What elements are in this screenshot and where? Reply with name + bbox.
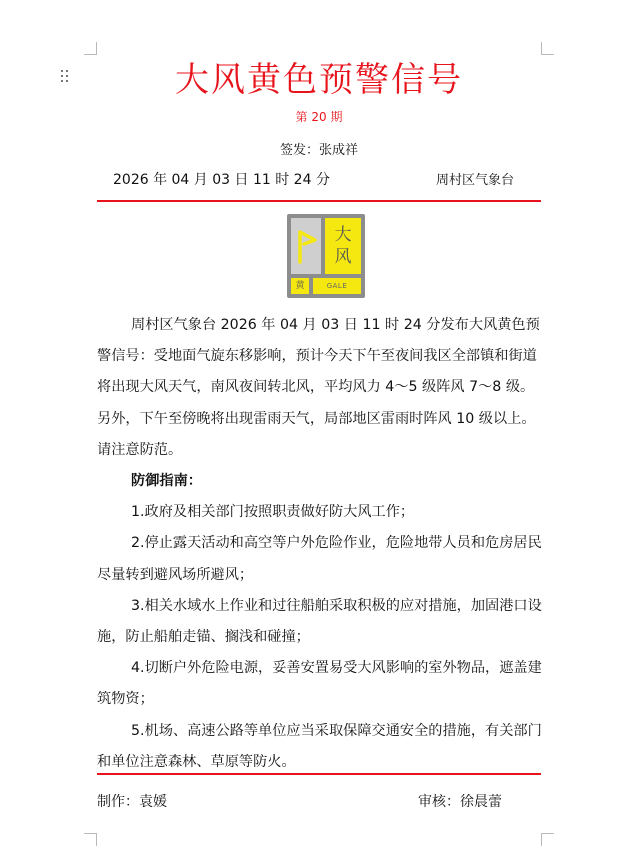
signal-level-badge: 黄 <box>291 278 309 294</box>
issue-number: 第 20 期 <box>295 110 343 124</box>
reviewer-line: 审核：徐晨蕾 <box>418 794 502 810</box>
guide-item: 4.切断户外危险电源，妥善安置易受大风影响的室外物品，遮盖建筑物资； <box>97 660 542 708</box>
guide-item: 1.政府及相关部门按照职责做好防大风工作； <box>131 504 415 521</box>
guide-item: 3.相关水域水上作业和过往船舶采取积极的应对措施，加固港口设施，防止船舶走锚、搁浅和碰撞； <box>97 597 542 646</box>
issuing-office: 周村区气象台 <box>436 173 515 188</box>
signal-char-bottom: 风 <box>334 247 352 267</box>
signal-gale-badge: GALE <box>313 278 361 294</box>
document-title: 大风黄色预警信号 <box>175 60 463 100</box>
signer-line: 签发：张成祥 <box>279 143 358 158</box>
bulletin-body <box>97 310 543 778</box>
bulletin-intro: 周村区气象台 2026 年 04 月 03 日 11 时 24 分发布大风黄色预警信号：受地面气旋东移影响，预计今天下午至夜间我区全部镇和街道将出现大风天气，南风夜间转北风，平均风力 4～5 级阵风 7～8 级。另外，下午至傍晚将出现雷雨天气，局部地区雷雨时阵风 10 级以上。请注意防范。 <box>97 317 540 458</box>
page-corner-mark-bottom-left <box>84 833 97 846</box>
producer-line: 制作：袁媛 <box>97 794 167 810</box>
guide-item: 5.机场、高速公路等单位应当采取保障交通安全的措施，有关部门和单位注意森林、草原等防火。 <box>97 722 542 770</box>
guide-heading: 防御指南： <box>131 473 202 490</box>
wind-flag-icon <box>291 218 321 274</box>
signal-text-panel <box>325 218 361 274</box>
signal-char-top: 大 <box>334 225 352 245</box>
page-corner-mark-top-right <box>541 42 554 55</box>
header-divider <box>97 200 541 202</box>
page-corner-mark-bottom-right <box>541 833 554 846</box>
issue-datetime: 2026 年 04 月 03 日 11 时 24 分 <box>113 172 330 188</box>
guide-item: 2.停止露天活动和高空等户外危险作业，危险地带人员和危房居民尽量转到避风场所避风； <box>97 535 542 583</box>
drag-handle-icon[interactable] <box>61 70 71 84</box>
page-corner-mark-top-left <box>84 42 97 55</box>
footer-divider <box>97 773 541 775</box>
gale-yellow-warning-icon <box>287 214 365 298</box>
